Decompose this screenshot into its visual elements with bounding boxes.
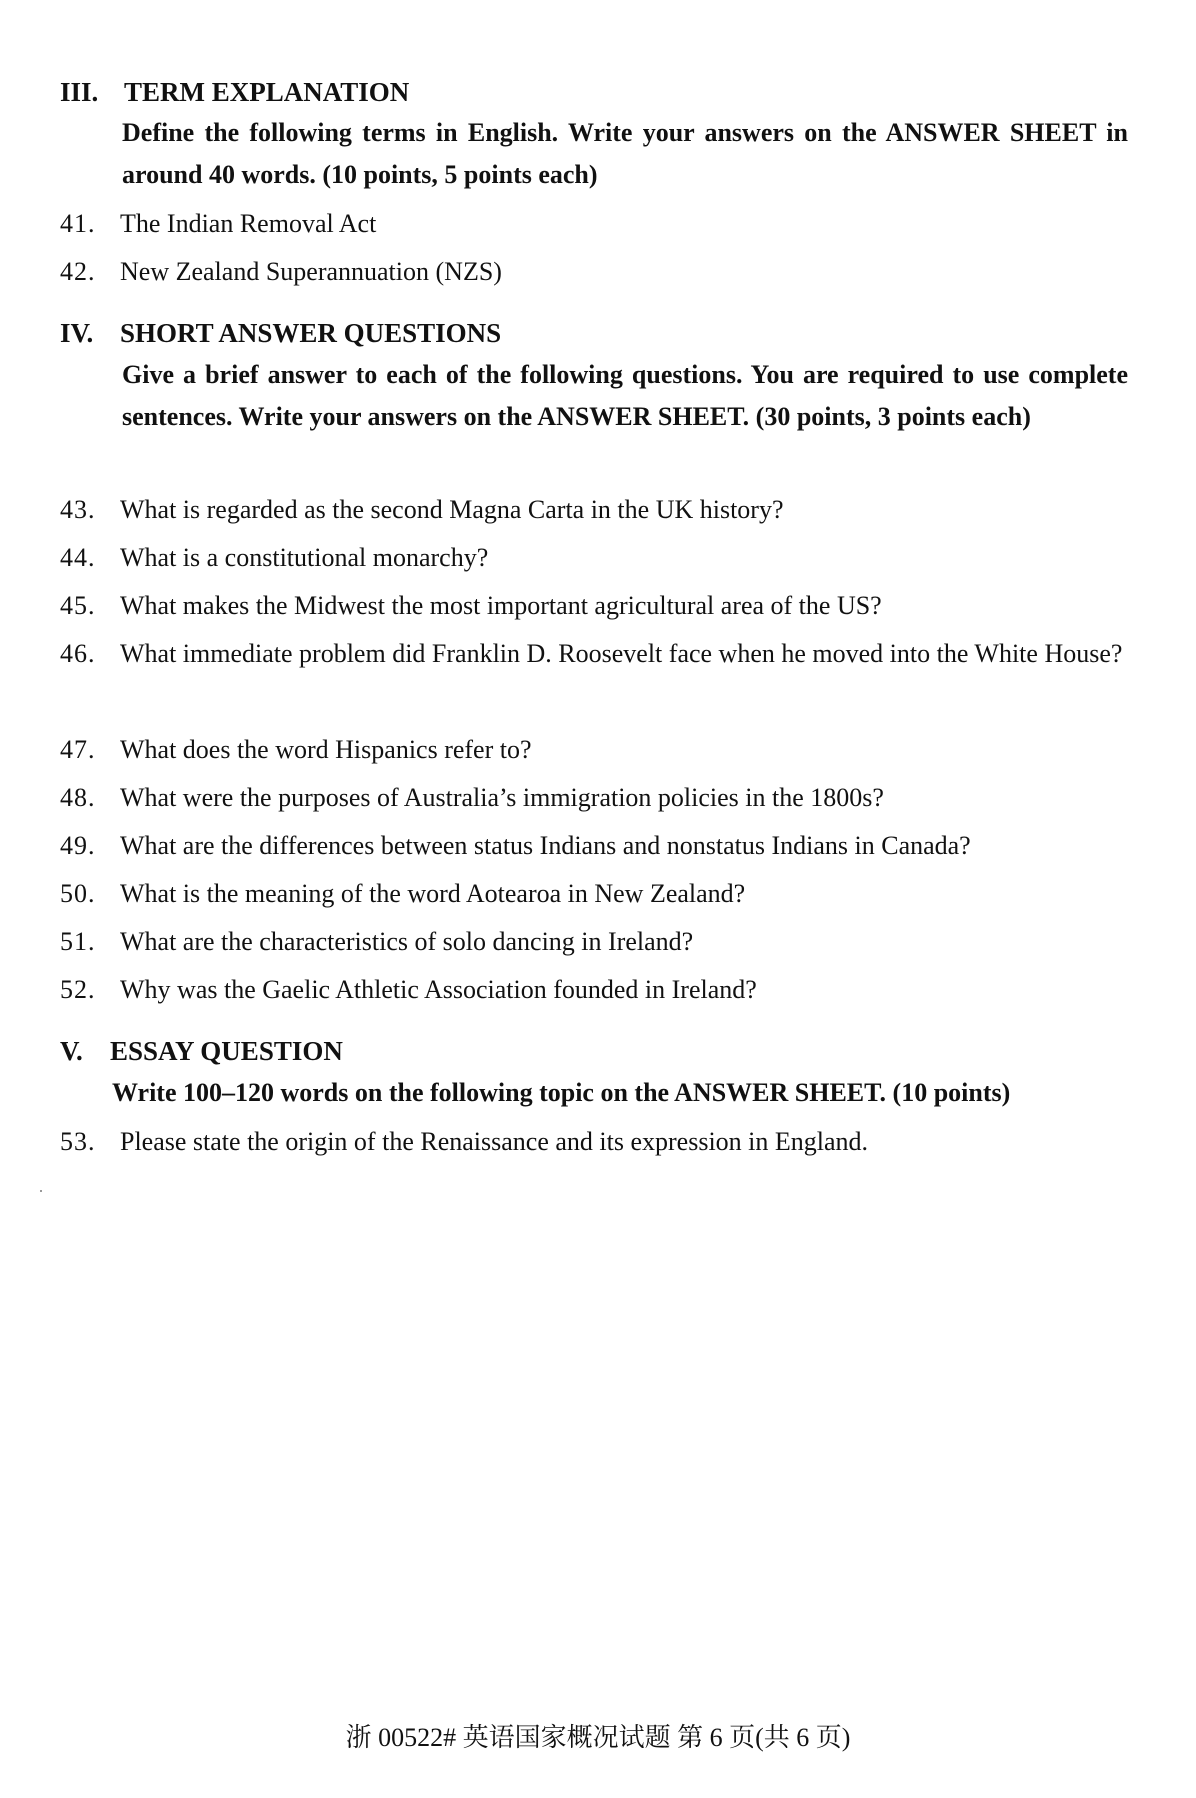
- section-iii-title: TERM EXPLANATION: [124, 77, 410, 107]
- section-v-heading: [60, 1036, 343, 1066]
- question-text: What are the characteristics of solo dancing in Ireland?: [120, 927, 694, 956]
- question-number: 48.: [60, 783, 96, 812]
- question-text: Please state the origin of the Renaissance and its expression in England.: [120, 1127, 869, 1156]
- question-text: New Zealand Superannuation (NZS): [120, 257, 502, 286]
- section-iv-heading: [60, 318, 501, 348]
- question-number: 47.: [60, 735, 96, 764]
- question-text: What is regarded as the second Magna Carta in the UK history?: [120, 495, 784, 524]
- question-number: 49.: [60, 831, 96, 860]
- question-number: 53.: [60, 1127, 96, 1156]
- section-iv-numeral: IV.: [60, 318, 94, 348]
- question-text: Why was the Gaelic Athletic Association founded in Ireland?: [120, 975, 757, 1004]
- section-v-instructions: Write 100–120 words on the following topic on the ANSWER SHEET. (10 points): [112, 1078, 1011, 1107]
- section-iii-instructions: Define the following terms in English. Write your answers on the ANSWER SHEET in around 40 words. (10 points, 5 points each): [122, 118, 1128, 189]
- question-text: The Indian Removal Act: [120, 209, 377, 238]
- question-text: What were the purposes of Australia’s immigration policies in the 1800s?: [120, 783, 884, 812]
- question-text: What makes the Midwest the most important agricultural area of the US?: [120, 591, 882, 620]
- section-v-title: ESSAY QUESTION: [110, 1036, 343, 1066]
- question-number: 42.: [60, 257, 96, 286]
- question-text: What is a constitutional monarchy?: [120, 543, 489, 572]
- question-number: 46.: [60, 639, 96, 668]
- question-number: 50.: [60, 879, 96, 908]
- section-iii-heading: [60, 77, 409, 107]
- question-number: 41.: [60, 209, 96, 238]
- question-text: What immediate problem did Franklin D. Roosevelt face when he moved into the White House?: [120, 639, 1123, 668]
- section-iii-numeral: III.: [60, 77, 99, 107]
- section-v-numeral: V.: [60, 1036, 83, 1066]
- page-footer: 浙 00522# 英语国家概况试题 第 6 页(共 6 页): [345, 1723, 851, 1752]
- question-text: What is the meaning of the word Aotearoa in New Zealand?: [120, 879, 746, 908]
- question-number: 44.: [60, 543, 96, 572]
- question-number: 51.: [60, 927, 96, 956]
- question-number: 43.: [60, 495, 96, 524]
- section-iv-instructions: Give a brief answer to each of the following questions. You are required to use complete sentences. Write your answers on the ANSWER SHEET. (30 points, 3 points each): [122, 360, 1128, 431]
- section-iv-title: SHORT ANSWER QUESTIONS: [120, 318, 502, 348]
- question-text: What are the differences between status Indians and nonstatus Indians in Canada?: [120, 831, 971, 860]
- question-text: What does the word Hispanics refer to?: [120, 735, 532, 764]
- question-number: 45.: [60, 591, 96, 620]
- question-number: 52.: [60, 975, 96, 1004]
- scan-speck: [40, 1190, 42, 1192]
